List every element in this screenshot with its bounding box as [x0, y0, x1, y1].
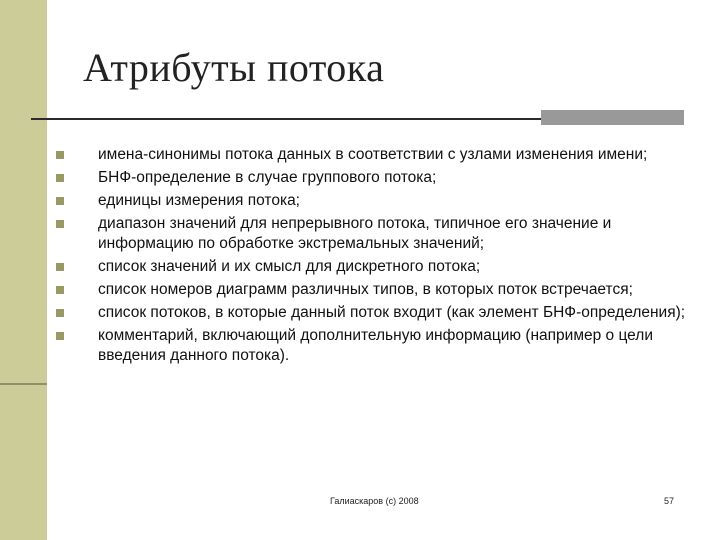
bullet-item	[56, 280, 696, 300]
bullet-item	[56, 257, 696, 277]
side-decor-accent	[0, 383, 47, 385]
bullet-text: список номеров диаграмм различных типов, в которых поток встречается;	[98, 281, 633, 298]
bullet-text: список потоков, в которые данный поток входит (как элемент БНФ-определения);	[98, 304, 686, 321]
footer-author: Галиаскаров (с) 2008	[330, 496, 419, 506]
bullet-marker-icon	[56, 332, 64, 340]
bullet-text: список значений и их смысл для дискретного потока;	[98, 258, 481, 275]
bullet-marker-icon	[56, 220, 64, 228]
bullet-marker-icon	[56, 286, 64, 294]
title-underline	[31, 118, 541, 120]
bullet-item	[56, 303, 696, 323]
bullet-text: имена-синонимы потока данных в соответствии с узлами изменения имени;	[98, 146, 648, 163]
bullet-item	[56, 168, 696, 188]
bullet-marker-icon	[56, 263, 64, 271]
bullet-text: БНФ-определение в случае группового потока;	[98, 169, 437, 186]
bullet-text: диапазон значений для непрерывного потока, типичное его значение и информацию по обработке экстремальных значений;	[98, 215, 612, 252]
bullet-item	[56, 214, 696, 254]
bullet-item	[56, 326, 696, 366]
title-accent-bar	[541, 110, 684, 125]
side-decor-band	[0, 0, 47, 540]
footer-page-number: 57	[664, 496, 675, 506]
bullet-marker-icon	[56, 197, 64, 205]
bullet-text: единицы измерения потока;	[98, 192, 300, 209]
bullet-list	[56, 145, 696, 369]
bullet-text: комментарий, включающий дополнительную информацию (например о цели введения данного потока).	[98, 327, 653, 364]
bullet-marker-icon	[56, 309, 64, 317]
bullet-item	[56, 191, 696, 211]
bullet-marker-icon	[56, 174, 64, 182]
slide-title: Атрибуты потока	[83, 45, 385, 90]
bullet-marker-icon	[56, 151, 64, 159]
bullet-item	[56, 145, 696, 165]
